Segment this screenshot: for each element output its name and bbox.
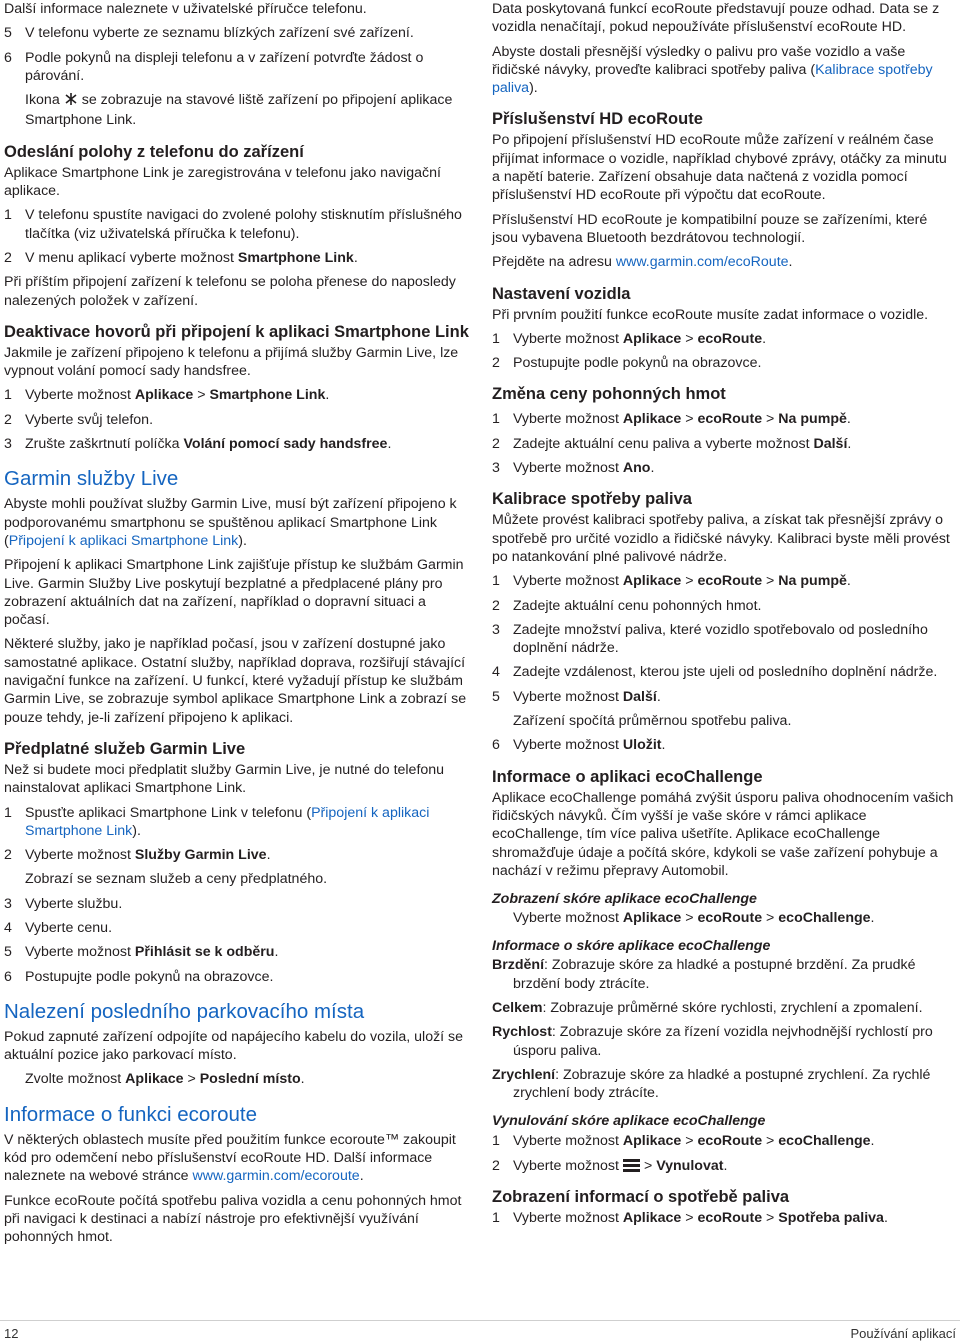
challenge-info-heading: Informace o skóre aplikace ecoChallenge [492,938,771,955]
setup-intro: Při prvním použití funkce ecoRoute musíte zadat informace o vozidle. [492,306,929,323]
left-column [4,0,472,1247]
live-p2: Připojení k aplikaci Smartphone Link zajišťuje přístup ke službám Garmin Live. Garmin Služby Live poskytují bezplatné a předplacené plány pro zobrazení aktuálních dat na zařízení, například o dopravní situaci a počasí. [4,557,464,629]
challenge-view-heading: Zobrazení skóre aplikace ecoChallenge [492,891,757,908]
calib-step-2: 2 Zadejte aktuální cenu pohonných hmot. [492,597,762,614]
calib-heading: Kalibrace spotřeby paliva [492,490,692,509]
send-step-2: 2 V menu aplikací vyberte možnost Smartphone Link. [4,249,358,266]
reset-step-2: 2 Vyberte možnost > Vynulovat. [492,1157,728,1174]
calib-step-5: 5 Vyberte možnost Další. [492,688,661,705]
send-step-1: 1 V telefonu spustíte navigaci do zvolené polohy stisknutím příslušného tlačítka (viz uživatelská příručka k telefonu). [4,207,462,242]
price-step-3: 3 Vyberte možnost Ano. [492,460,655,477]
intro-line: Další informace naleznete v uživatelské příručce telefonu. [4,1,367,17]
hd-p1: Po připojení příslušenství HD ecoRoute může zařízení v reálném čase přijímat informace o vozidle, například chybové zprávy, otáčky za minutu a napětí baterie. Zařízení obsahuje data načtená z vozidla pomocí příslušenství HD ecoRoute při výpočtu dat ecoRoute. [492,132,947,204]
menu-icon [623,1159,640,1172]
calib-step-5-note: Zařízení spočítá průměrnou spotřebu paliva. [513,713,792,730]
challenge-p1: Aplikace ecoChallenge pomáhá zvýšit úsporu paliva ohodnocením vašich řidičských návyků. Čím vyšší je vaše skóre v rámci aplikace ecoChallenge, tím více paliva ušetříte. Aplikace ecoChallenge shromažďuje údaje a počítá skóre, kdykoli se vaše zařízení pohybuje a nachází v režimu přepravy Automobil. [492,789,954,879]
eco-heading: Informace o funkci ecoroute [4,1102,257,1126]
price-step-2: 2 Zadejte aktuální cenu paliva a vyberte možnost Další. [492,435,852,452]
eco-p2: Funkce ecoRoute počítá spotřebu paliva vozidla a cenu pohonných hmot při navigaci k destinaci a nabízí nástroje pro efektivnější využívání pohonných hmot. [4,1192,462,1246]
footer-section: Používání aplikací [850,1326,956,1341]
live-p3: Některé služby, jako je například počasí, jsou v zařízení dostupné jako samostatné aplikace. Ostatní služby, například doprava, rozšiřují stávající navigační funkce na zařízení. U funkcí, které vyžadují přístup ke službám Garmin Live, se zobrazuje symbol aplikace Smartphone Link a zobrazí se pouze tehdy, je-li zařízení připojeno k aplikaci. [4,636,467,726]
garmin-ecoroute-link[interactable]: www.garmin.com/ecoroute [192,1168,360,1185]
deact-intro: Jakmile je zařízení připojeno k telefonu a přijímá služby Garmin Live, lze vypnout volání pomocí sady handsfree. [4,344,459,380]
def-braking: Brzdění: Zobrazuje skóre za hladké a postupné brzdění. Za prudké brzdění body ztrácíte. [492,957,916,992]
sub-step-5: 5 Vyberte možnost Přihlásit se k odběru. [4,944,279,961]
consumption-heading: Zobrazení informací o spotřebě paliva [492,1188,790,1207]
calib-intro: Můžete provést kalibraci spotřeby paliva, a získat tak přesnější zprávy o spotřebě pro určité vozidlo a řidičské návyky. Kalibraci byste měli provést po natankování plné palivové nádrže. [492,512,950,565]
calib-step-1: 1 Vyberte možnost Aplikace > ecoRoute > Na pumpě. [492,573,851,590]
price-step-1: 1 Vyberte možnost Aplikace > ecoRoute > Na pumpě. [492,411,851,428]
challenge-reset-heading: Vynulování skóre aplikace ecoChallenge [492,1113,766,1130]
sub-intro: Než si budete moci předplatit služby Garmin Live, je nutné do telefonu nainstalovat aplikaci Smartphone Link. [4,761,445,797]
pair-step-6: 6 Podle pokynů na displeji telefonu a v zařízení potvrďte žádost o párování. [4,49,424,84]
pair-step-5: 5 V telefonu vyberte ze seznamu blízkých zařízení své zařízení. [4,25,414,42]
price-heading: Změna ceny pohonných hmot [492,385,726,404]
live-link[interactable]: Připojení k aplikaci Smartphone Link [8,532,239,549]
deact-heading: Deaktivace hovorů při připojení k aplikaci Smartphone Link [4,322,469,341]
right-intro-p2: Abyste dostali přesnější výsledky o palivu pro vaše vozidlo a vaše řidičské návyky, proveďte kalibraci spotřeby paliva (Kalibrace spotřeby paliva). [492,43,933,97]
reset-step-1: 1 Vyberte možnost Aplikace > ecoRoute > ecoChallenge. [492,1133,875,1150]
send-intro: Aplikace Smartphone Link je zaregistrována v telefonu jako navigační aplikace. [4,164,441,200]
hd-p2: Příslušenství HD ecoRoute je kompatibilní pouze se zařízeními, které jsou vybavena Bluetooth bezdrátovou technologií. [492,211,928,246]
deact-step-2: 2 Vyberte svůj telefon. [4,411,154,428]
def-speed: Rychlost: Zobrazuje skóre za řízení vozidla nejvhodnější rychlostí pro úsporu paliva. [492,1024,933,1059]
sub-heading: Předplatné služeb Garmin Live [4,739,246,758]
smartphone-link-icon [64,92,78,111]
send-heading: Odeslání polohy z telefonu do zařízení [4,142,304,161]
page-number: 12 [4,1326,19,1341]
calibration-link[interactable]: Kalibrace spotřeby paliva [492,61,933,97]
setup-step-1: 1 Vyberte možnost Aplikace > ecoRoute. [492,330,767,347]
sub-step-4: 4 Vyberte cenu. [4,919,113,936]
right-column [492,0,954,1227]
garmin-ecoroute-hd-link[interactable]: www.garmin.com/ecoRoute [615,254,789,271]
sub-link[interactable]: Připojení k aplikaci Smartphone Link [25,804,430,839]
live-p1: Abyste mohli používat služby Garmin Live, musí být zařízení připojeno k podporovanému smartphonu se spuštěnou aplikací Smartphone Link (Připojení k aplikaci Smartphone Link). [4,496,457,549]
consumption-step-1: 1 Vyberte možnost Aplikace > ecoRoute > Spotřeba paliva. [492,1210,888,1227]
live-heading: Garmin služby Live [4,467,179,491]
sub-step-6: 6 Postupujte podle pokynů na obrazovce. [4,968,274,985]
def-overall: Celkem: Zobrazuje průměrné skóre rychlosti, zrychlení a zpomalení. [492,999,923,1016]
icon-note: Ikona se zobrazuje na stavové liště zařízení po připojení aplikace Smartphone Link. [25,92,453,129]
challenge-heading: Informace o aplikaci ecoChallenge [492,767,763,786]
sub-step-1: 1 Spusťte aplikaci Smartphone Link v telefonu (Připojení k aplikaci Smartphone Link). [4,804,430,839]
hd-p3: Přejděte na adresu www.garmin.com/ecoRoute. [492,254,793,271]
calib-step-4: 4 Zadejte vzdálenost, kterou jste ujeli od posledního doplnění nádrže. [492,664,938,681]
sub-step-2-note: Zobrazí se seznam služeb a ceny předplatného. [25,871,328,888]
deact-step-3: 3 Zrušte zaškrtnutí políčka Volání pomocí sady handsfree. [4,436,392,453]
sub-step-3: 3 Vyberte službu. [4,895,123,912]
deact-step-1: 1 Vyberte možnost Aplikace > Smartphone Link. [4,387,330,404]
def-acceleration: Zrychlení: Zobrazuje skóre za hladké a postupné zrychlení. Za rychlé zrychlení body ztrácíte. [492,1066,931,1102]
footer-divider [0,1320,960,1321]
right-intro-p1: Data poskytovaná funkcí ecoRoute představují pouze odhad. Data se z vozidla nenačítají, pokud nepoužíváte příslušenství ecoRoute HD. [492,1,940,36]
calib-step-6: 6 Vyberte možnost Uložit. [492,737,666,754]
setup-step-2: 2 Postupujte podle pokynů na obrazovce. [492,355,762,372]
hd-heading: Příslušenství HD ecoRoute [492,110,703,129]
challenge-view-action: Vyberte možnost Aplikace > ecoRoute > ecoChallenge. [513,910,875,927]
send-note: Při příštím připojení zařízení k telefonu se poloha přenese do naposledy nalezených položek v zařízení. [4,274,456,309]
park-intro: Pokud zapnuté zařízení odpojíte od napájecího kabelu do vozila, uloží se aktuální pozice jako parkovací místo. [4,1028,464,1064]
sub-step-2: 2 Vyberte možnost Služby Garmin Live. [4,847,271,864]
park-action: Zvolte možnost Aplikace > Poslední místo. [25,1071,305,1088]
calib-step-3: 3 Zadejte množství paliva, které vozidlo spotřebovalo od posledního doplnění nádrže. [492,621,928,657]
park-heading: Nalezení posledního parkovacího místa [4,999,365,1023]
setup-heading: Nastavení vozidla [492,284,631,303]
eco-p1: V některých oblastech musíte před použitím funkce ecoroute™ zakoupit kód pro odemčení nebo příslušenství ecoRoute HD. Další informace naleznete na webové stránce www.garmin.com/ecoroute. [4,1131,456,1185]
